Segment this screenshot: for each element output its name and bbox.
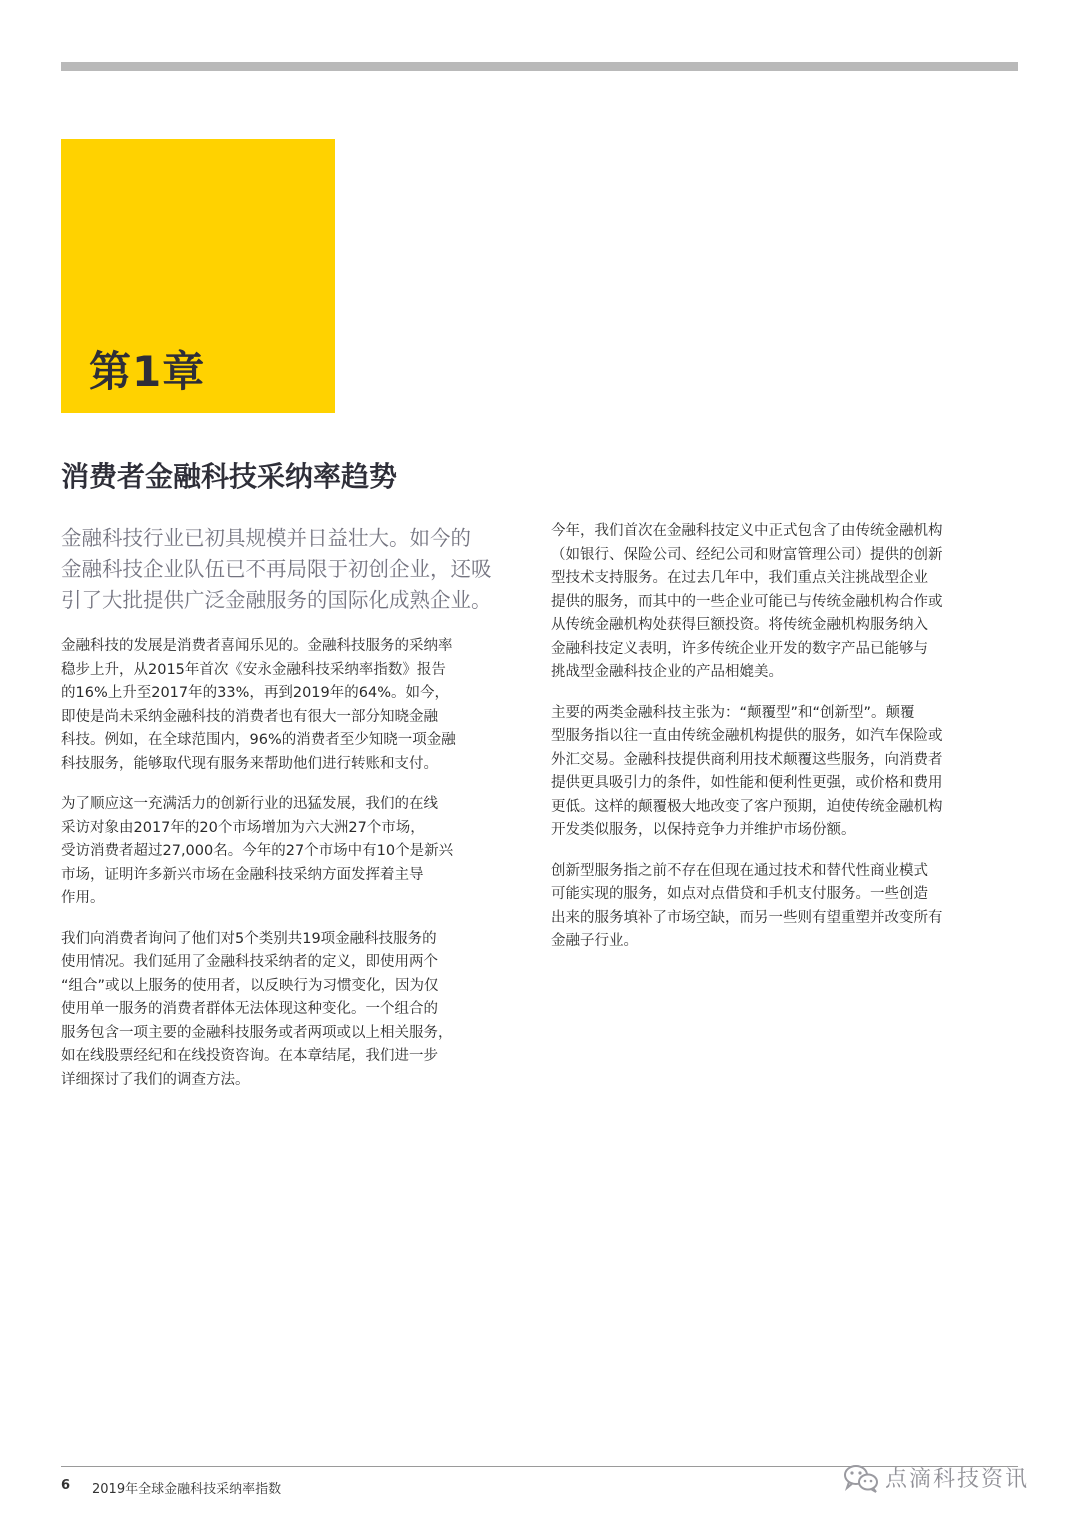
text-line: 出来的服务填补了市场空缺，而另一些则有望重塑并改变所有: [551, 909, 943, 926]
body-paragraph: [551, 520, 1031, 685]
text-line: 更低。这样的颠覆极大地改变了客户预期，迫使传统金融机构: [551, 798, 943, 815]
text-line: 我们向消费者询问了他们对5个类别共19项金融科技服务的: [61, 930, 437, 947]
text-line: 提供的服务，而其中的一些企业可能已与传统金融机构合作或: [551, 593, 943, 610]
text-line: 使用情况。我们延用了金融科技采纳者的定义，即使用两个: [61, 954, 438, 970]
text-line: “组合”或以上服务的使用者，以反映行为习惯变化，因为仅: [61, 977, 439, 994]
text-line: 创新型服务指之前不存在但现在通过技术和替代性商业模式: [551, 862, 928, 879]
body-paragraph: [551, 860, 1031, 954]
text-line: 受访消费者超过27,000名。今年的27个市场中有10个是新兴: [61, 843, 454, 859]
body-paragraph: [61, 635, 541, 776]
text-line: 稳步上升，从2015年首次《安永金融科技采纳率指数》报告: [61, 661, 446, 678]
text-line: 的16%上升至2017年的33%，再到2019年的64%。如今，: [61, 685, 449, 701]
chapter-label: 第1章: [89, 347, 206, 396]
left-column: [61, 635, 541, 1109]
text-line: 科技。例如，在全球范围内，96%的消费者至少知晓一项金融: [61, 732, 456, 748]
wechat-icon: [843, 1463, 879, 1493]
text-line: 服务包含一项主要的金融科技服务或者两项或以上相关服务，: [61, 1024, 453, 1041]
text-line: 外汇交易。金融科技提供商利用技术颠覆这些服务，向消费者: [551, 751, 943, 768]
text-line: 今年，我们首次在金融科技定义中正式包含了由传统金融机构: [551, 523, 943, 539]
text-line: 金融科技定义表明，许多传统企业开发的数字产品已能够与: [551, 640, 928, 657]
text-line: 为了顺应这一充满活力的创新行业的迅猛发展，我们的在线: [61, 796, 438, 812]
text-line: 采访对象由2017年的20个市场增加为六大洲27个市场，: [61, 819, 425, 836]
text-line: 从传统金融机构处获得巨额投资。将传统金融机构服务纳入: [551, 617, 928, 633]
body-paragraph: [551, 702, 1031, 843]
text-line: 金融子行业。: [551, 933, 638, 949]
text-line: 可能实现的服务，如点对点借贷和手机支付服务。一些创造: [551, 886, 928, 902]
lead-paragraph: [61, 523, 531, 616]
lead-line: 金融科技企业队伍已不再局限于初创企业，还吸: [61, 557, 492, 581]
chapter-banner: [61, 139, 335, 413]
text-line: 挑战型金融科技企业的产品相媲美。: [551, 664, 783, 680]
text-line: 详细探讨了我们的调查方法。: [61, 1071, 250, 1088]
top-divider: [61, 62, 1018, 71]
right-column: [551, 520, 1031, 971]
text-line: 提供更具吸引力的条件，如性能和便利性更强，或价格和费用: [551, 775, 943, 791]
text-line: 即使是尚未采纳金融科技的消费者也有很大一部分知晓金融: [61, 708, 438, 725]
text-line: 主要的两类金融科技主张为：“颠覆型”和“创新型”。颠覆: [551, 704, 915, 721]
text-line: 作用。: [61, 890, 105, 906]
text-line: 科技服务，能够取代现有服务来帮助他们进行转账和支付。: [61, 755, 438, 772]
document-title: 2019年全球金融科技采纳率指数: [92, 1482, 282, 1497]
text-line: 开发类似服务，以保持竞争力并维护市场份额。: [551, 822, 856, 838]
lead-line: 引了大批提供广泛金融服务的国际化成熟企业。: [61, 588, 492, 612]
text-line: （如银行、保险公司、经纪公司和财富管理公司）提供的创新: [551, 546, 943, 563]
page-number: 6: [61, 1478, 71, 1493]
body-paragraph: [61, 793, 541, 911]
lead-line: 金融科技行业已初具规模并日益壮大。如今的: [61, 526, 471, 550]
text-line: 金融科技的发展是消费者喜闻乐见的。金融科技服务的采纳率: [61, 638, 453, 654]
section-title: 消费者金融科技采纳率趋势: [61, 460, 398, 493]
body-paragraph: [61, 928, 541, 1093]
text-line: 型技术支持服务。在过去几年中，我们重点关注挑战型企业: [551, 570, 928, 586]
text-line: 型服务指以往一直由传统金融机构提供的服务，如汽车保险或: [551, 728, 943, 744]
text-line: 使用单一服务的消费者群体无法体现这种变化。一个组合的: [61, 1001, 438, 1017]
watermark: [843, 1462, 1029, 1493]
watermark-text: 点滴科技资讯: [885, 1467, 1030, 1492]
text-line: 如在线股票经纪和在线投资咨询。在本章结尾，我们进一步: [61, 1048, 438, 1064]
text-line: 市场，证明许多新兴市场在金融科技采纳方面发挥着主导: [61, 866, 424, 883]
